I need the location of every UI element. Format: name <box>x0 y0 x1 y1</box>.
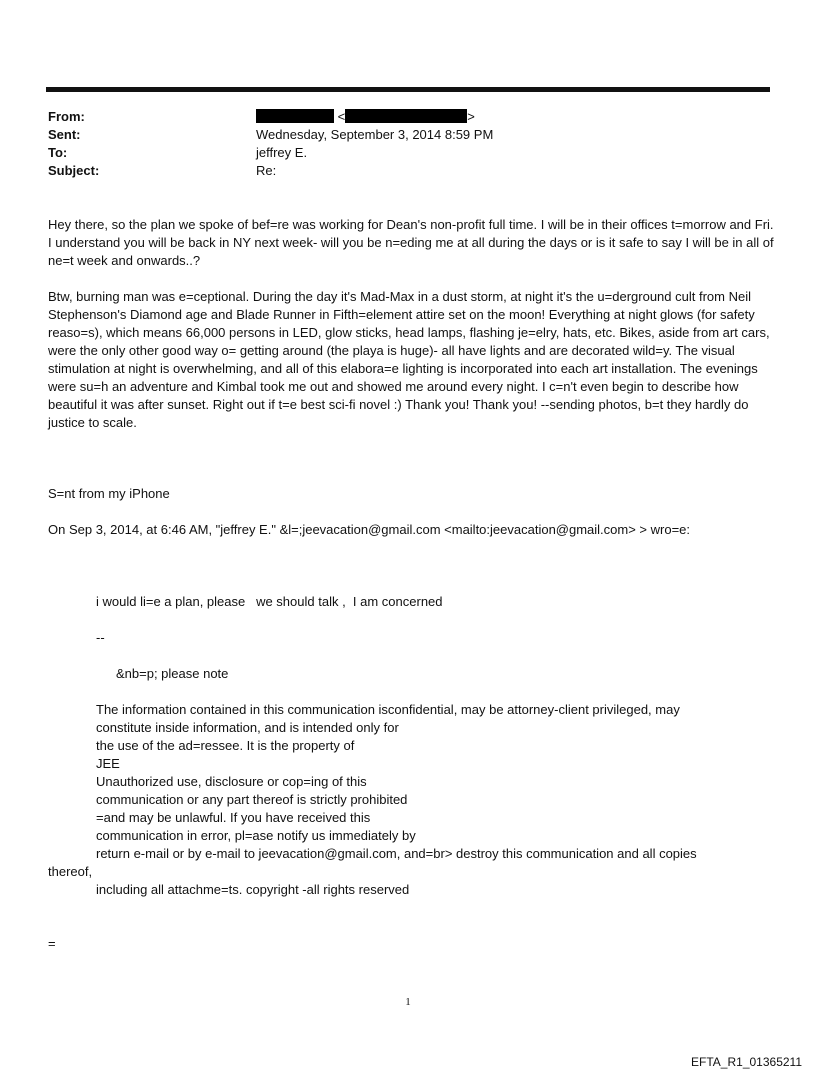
disclaimer-line: JEE <box>96 756 120 771</box>
disclaimer-line: return e-mail or by e-mail to jeevacation@gmail.com, and=br> destroy this communication and all copies <box>96 846 697 861</box>
redacted-email <box>345 109 467 123</box>
trailing-char: = <box>48 936 56 951</box>
disclaimer-line: Unauthorized use, disclosure or cop=ing of this <box>96 774 367 789</box>
disclaimer-line: =and may be unlawful. If you have received this <box>96 810 371 825</box>
to-label: To: <box>48 145 68 160</box>
subject-label: Subject: <box>48 163 100 178</box>
disclaimer-line: the use of the ad=ressee. It is the property of <box>96 738 355 753</box>
quoted-message: i would li=e a plan, please we should talk , I am concerned <box>96 594 443 609</box>
quote-intro: On Sep 3, 2014, at 6:46 AM, "jeffrey E." &l=;jeevacation@gmail.com <mailto:jeevacation@gmail.com> > wro=e: <box>48 522 691 537</box>
disclaimer-line: thereof, <box>48 864 93 879</box>
dashes: -- <box>96 630 105 645</box>
sent-value: Wednesday, September 3, 2014 8:59 PM <box>256 127 494 142</box>
nbsp-note: &nb=p; please note <box>116 666 229 681</box>
disclaimer-line: constitute inside information, and is intended only for <box>96 720 399 735</box>
signature: S=nt from my iPhone <box>48 486 170 501</box>
bates-number: EFTA_R1_01365211 <box>691 1055 802 1069</box>
sent-label: Sent: <box>48 127 81 142</box>
header-rule <box>46 87 770 92</box>
subject-value: Re: <box>256 163 277 178</box>
from-value <box>256 108 475 126</box>
disclaimer-line: communication in error, pl=ase notify us immediately by <box>96 828 416 843</box>
body-paragraph-2: Btw, burning man was e=ceptional. During the day it's Mad-Max in a dust storm, at night it's the u=derground cult from Neil Stephenson's Diamond age and Blade Runner in Fifth=element attire set on the moon! Everything at night glows (for safety reaso=s), which means 66,000 persons in LED, glow sticks, head lamps, flashing je=elry, hats, etc. Bikes, aside from art cars, were the only other good way o= getting around (the playa is huge)- all have lights and are decorated wild=y. The visual stimulation at night is overwhelming, and all of this elabora=e lighting is incorporated into each art installation. The evenings were su=h an adventure and Kimbal took me out and showed me around every night. I c=n't even begin to describe how beautiful it was after sunset. Right out if t=e best sci-fi novel :) Thank you! Thank you! --sending photos, b=t they hardly do justice to scale. <box>48 289 770 430</box>
page-number: 1 <box>405 996 411 1008</box>
redacted-name <box>256 109 334 123</box>
disclaimer-line: communication or any part thereof is strictly prohibited <box>96 792 408 807</box>
disclaimer-line: The information contained in this communication isconfidential, may be attorney-client privileged, may <box>96 702 680 717</box>
from-lt: < <box>337 109 346 124</box>
from-gt: > <box>467 109 475 124</box>
from-label: From: <box>48 109 85 124</box>
body-paragraph-1: Hey there, so the plan we spoke of bef=re was working for Dean's non-profit full time. I will be in their offices t=morrow and Fri. I understand you will be back in NY next week- will you be n=eding me at all during the days or is it safe to say I will be in all of ne=t week and onwards..? <box>48 217 774 268</box>
disclaimer-line: including all attachme=ts. copyright -all rights reserved <box>96 882 410 897</box>
to-value: jeffrey E. <box>256 145 308 160</box>
